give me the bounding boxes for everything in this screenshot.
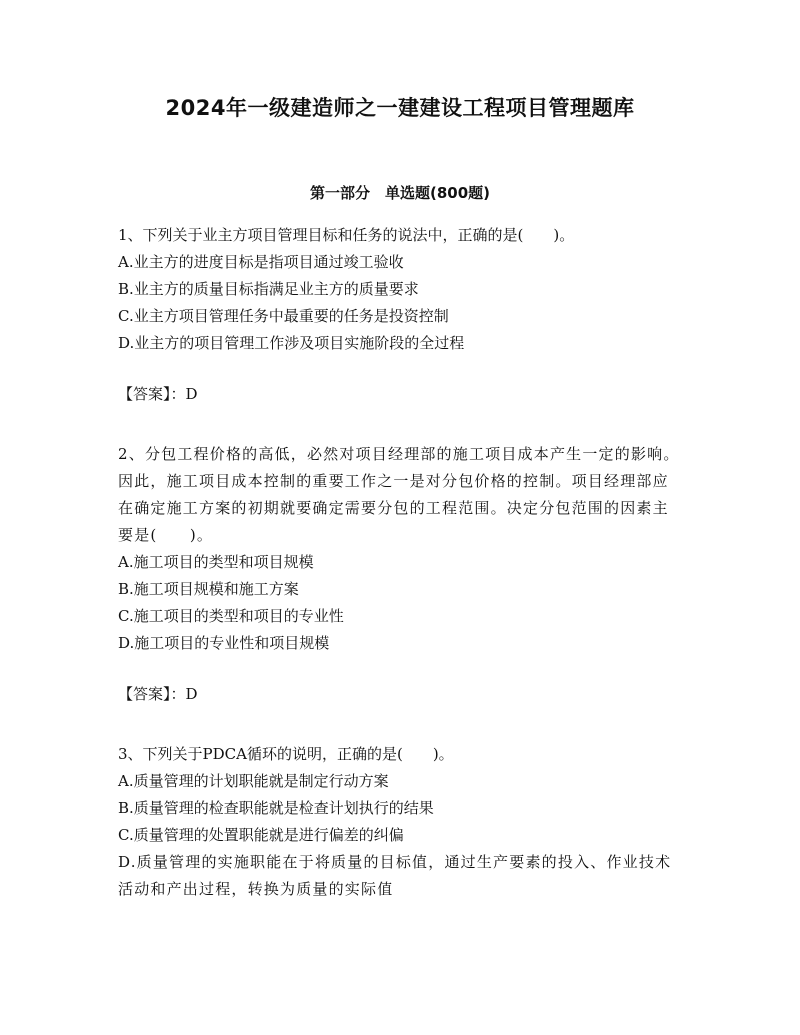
option-a: A.业主方的进度目标是指项目通过竣工验收: [118, 253, 404, 271]
option-b: B.施工项目规模和施工方案: [118, 580, 299, 598]
document-title: 2024年一级建造师之一建建设工程项目管理题库: [165, 96, 635, 120]
question-stem: 2、分包工程价格的高低，必然对项目经理部的施工项目成本产生一定的影响。因此，施工项目成本控制的重要工作之一是对分包价格的控制。项目经理部应在确定施工方案的初期就要确定需要分包的工程范围。决定分包范围的因素主要是( )。: [118, 445, 680, 544]
question-stem: 1、下列关于业主方项目管理目标和任务的说法中，正确的是( )。: [118, 226, 575, 244]
option-d: D.质量管理的实施职能在于将质量的目标值，通过生产要素的投入、作业技术活动和产出过程，转换为质量的实际值: [118, 853, 672, 898]
question-list: [118, 222, 684, 903]
section-title: 第一部分 单选题(800题): [309, 184, 491, 202]
question-3: [118, 741, 684, 903]
option-d: D.业主方的项目管理工作涉及项目实施阶段的全过程: [118, 334, 465, 352]
option-c: C.质量管理的处置职能就是进行偏差的纠偏: [118, 826, 404, 844]
answer-text: 【答案】：D: [118, 685, 198, 703]
option-b: B.质量管理的检查职能就是检查计划执行的结果: [118, 799, 434, 817]
option-d: D.施工项目的专业性和项目规模: [118, 634, 330, 652]
option-c: C.业主方项目管理任务中最重要的任务是投资控制: [118, 307, 449, 325]
option-a: A.施工项目的类型和项目规模: [118, 553, 314, 571]
option-c: C.施工项目的类型和项目的专业性: [118, 607, 344, 625]
answer-text: 【答案】：D: [118, 385, 198, 403]
option-a: A.质量管理的计划职能就是制定行动方案: [118, 772, 389, 790]
question-stem: 3、下列关于PDCA循环的说明，正确的是( )。: [118, 745, 454, 763]
question-1: [118, 222, 684, 408]
question-2: [118, 441, 684, 708]
option-b: B.业主方的质量目标指满足业主方的质量要求: [118, 280, 419, 298]
